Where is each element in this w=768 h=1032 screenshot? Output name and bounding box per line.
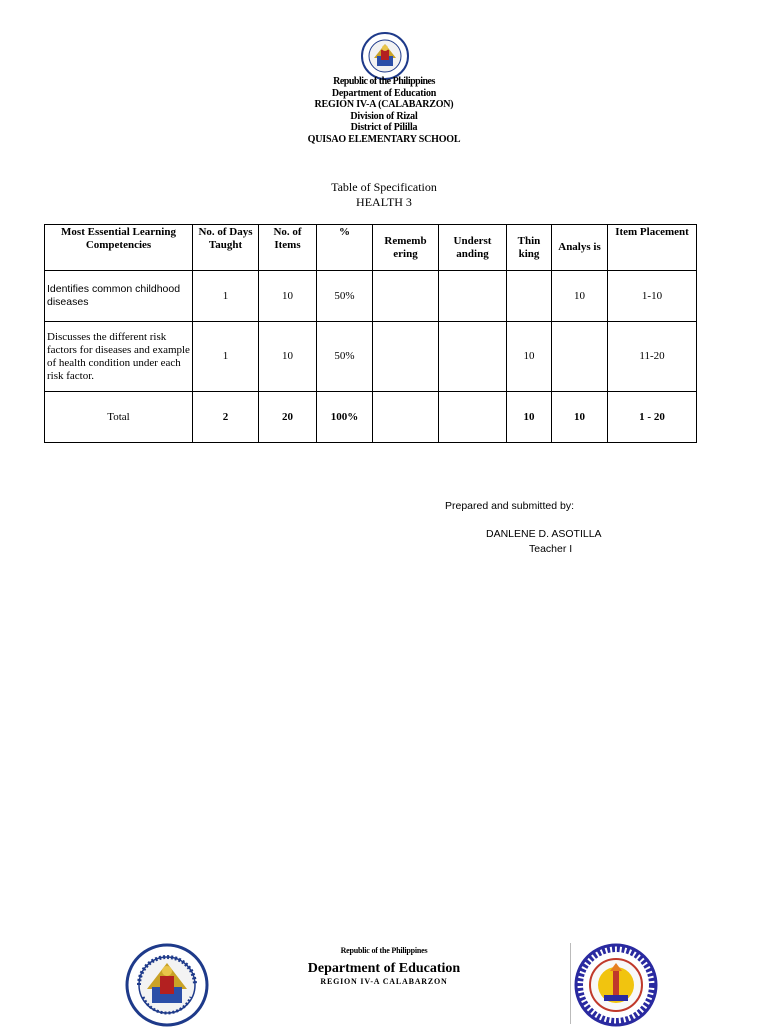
table-row <box>45 271 697 322</box>
header-competencies: Most Essential Learning Competencies <box>45 225 193 271</box>
cell-items: 10 <box>259 271 317 322</box>
header-placement: Item Placement <box>608 225 697 271</box>
header-republic: Republic of the Philippines <box>333 76 435 87</box>
table-header-row <box>45 225 697 271</box>
cell-understanding <box>439 271 507 322</box>
header-region: REGION IV-A (CALABARZON) <box>314 99 454 110</box>
header-division: Division of Rizal <box>350 110 418 122</box>
header-thinking: Thin king <box>507 225 552 271</box>
cell-days: 1 <box>193 322 259 392</box>
cell-placement: 1-10 <box>608 271 697 322</box>
cell-total-label: Total <box>45 392 193 443</box>
header-school: QUISAO ELEMENTARY SCHOOL <box>307 133 461 145</box>
header-department: Department of Education <box>331 87 437 99</box>
cell-total-placement: 1 - 20 <box>608 392 697 443</box>
header-analysis: Analys is <box>552 225 608 271</box>
signatory-position: Teacher I <box>529 543 573 555</box>
prepared-label: Prepared and submitted by: <box>445 500 574 512</box>
footer-region: REGION IV-A CALABARZON <box>320 977 448 986</box>
cell-competency: Discusses the different risk factors for diseases and example of health condition under each risk factor. <box>45 322 193 392</box>
cell-items: 10 <box>259 322 317 392</box>
cell-thinking: 10 <box>507 322 552 392</box>
header-percent: % <box>317 225 373 271</box>
cell-remembering <box>373 322 439 392</box>
cell-total-days: 2 <box>193 392 259 443</box>
cell-total-percent: 100% <box>317 392 373 443</box>
cell-total-analysis: 10 <box>552 392 608 443</box>
cell-total-items: 20 <box>259 392 317 443</box>
header-district: District of Pililla <box>350 122 418 133</box>
table-row <box>45 322 697 392</box>
cell-competency: Identifies common childhood diseases <box>45 271 193 322</box>
header-days: No. of Days Taught <box>193 225 259 271</box>
title-line-1: Table of Specification <box>331 180 437 194</box>
header-understanding: Underst anding <box>439 225 507 271</box>
signatory-name: DANLENE D. ASOTILLA <box>486 528 602 540</box>
footer-department: Department of Education <box>307 961 461 976</box>
cell-percent: 50% <box>317 271 373 322</box>
cell-analysis <box>552 322 608 392</box>
cell-total-remembering <box>373 392 439 443</box>
specification-table <box>44 224 697 443</box>
cell-percent: 50% <box>317 322 373 392</box>
footer-republic: Republic of the Philippines <box>340 946 428 955</box>
cell-understanding <box>439 322 507 392</box>
school-header <box>0 76 768 145</box>
header-items: No. of Items <box>259 225 317 271</box>
title-line-2: HEALTH 3 <box>356 194 412 209</box>
school-seal <box>570 943 658 1027</box>
document-title <box>0 180 768 209</box>
cell-placement: 11-20 <box>608 322 697 392</box>
cell-remembering <box>373 271 439 322</box>
cell-total-understanding <box>439 392 507 443</box>
header-remembering: Rememb ering <box>373 225 439 271</box>
cell-days: 1 <box>193 271 259 322</box>
cell-total-thinking: 10 <box>507 392 552 443</box>
cell-analysis: 10 <box>552 271 608 322</box>
table-total-row <box>45 392 697 443</box>
deped-seal-top <box>361 32 409 80</box>
cell-thinking <box>507 271 552 322</box>
